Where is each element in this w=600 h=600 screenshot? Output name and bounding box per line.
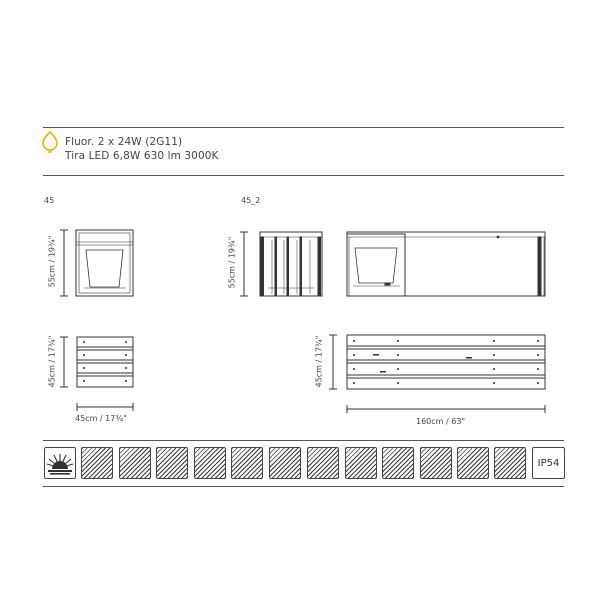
spec-lamp-fluor: Fluor. 2 x 24W (2G11) xyxy=(65,136,183,148)
hatched-icon xyxy=(81,447,113,479)
front-view-long xyxy=(347,232,545,296)
model-code-left: 45 xyxy=(44,196,55,205)
hatched-icon xyxy=(194,447,226,479)
dim-depth-left: 45cm / 17¾" xyxy=(47,335,57,388)
sun-rays-icon xyxy=(45,448,75,478)
dim-height-left: 55cm / 19¾" xyxy=(47,235,57,288)
dim-width-left: 45cm / 17¾" xyxy=(75,414,127,423)
hatched-icon xyxy=(457,447,489,479)
hatched-icon xyxy=(156,447,188,479)
dim-height-middle: 55cm / 19¾" xyxy=(227,236,237,289)
hatched-icon xyxy=(420,447,452,479)
hatched-icon xyxy=(231,447,263,479)
model-code-right: 45_2 xyxy=(241,196,261,205)
spec-lamp-led: Tira LED 6,8W 630 lm 3000K xyxy=(65,150,219,162)
plan-view-45_2 xyxy=(347,335,545,389)
hatched-icon xyxy=(345,447,377,479)
installation-icon xyxy=(44,447,76,479)
side-view-45_2 xyxy=(260,232,322,296)
hatched-icon xyxy=(382,447,414,479)
dim-depth-right: 45cm / 17¾" xyxy=(314,335,324,388)
hatched-icon xyxy=(307,447,339,479)
plan-view-45 xyxy=(77,337,133,387)
ip-rating-badge: IP54 xyxy=(532,447,565,479)
hatched-icon xyxy=(494,447,526,479)
hatched-icon xyxy=(269,447,301,479)
hatched-icon xyxy=(119,447,151,479)
front-view-45 xyxy=(76,230,133,296)
dim-width-right: 160cm / 63" xyxy=(416,417,466,426)
